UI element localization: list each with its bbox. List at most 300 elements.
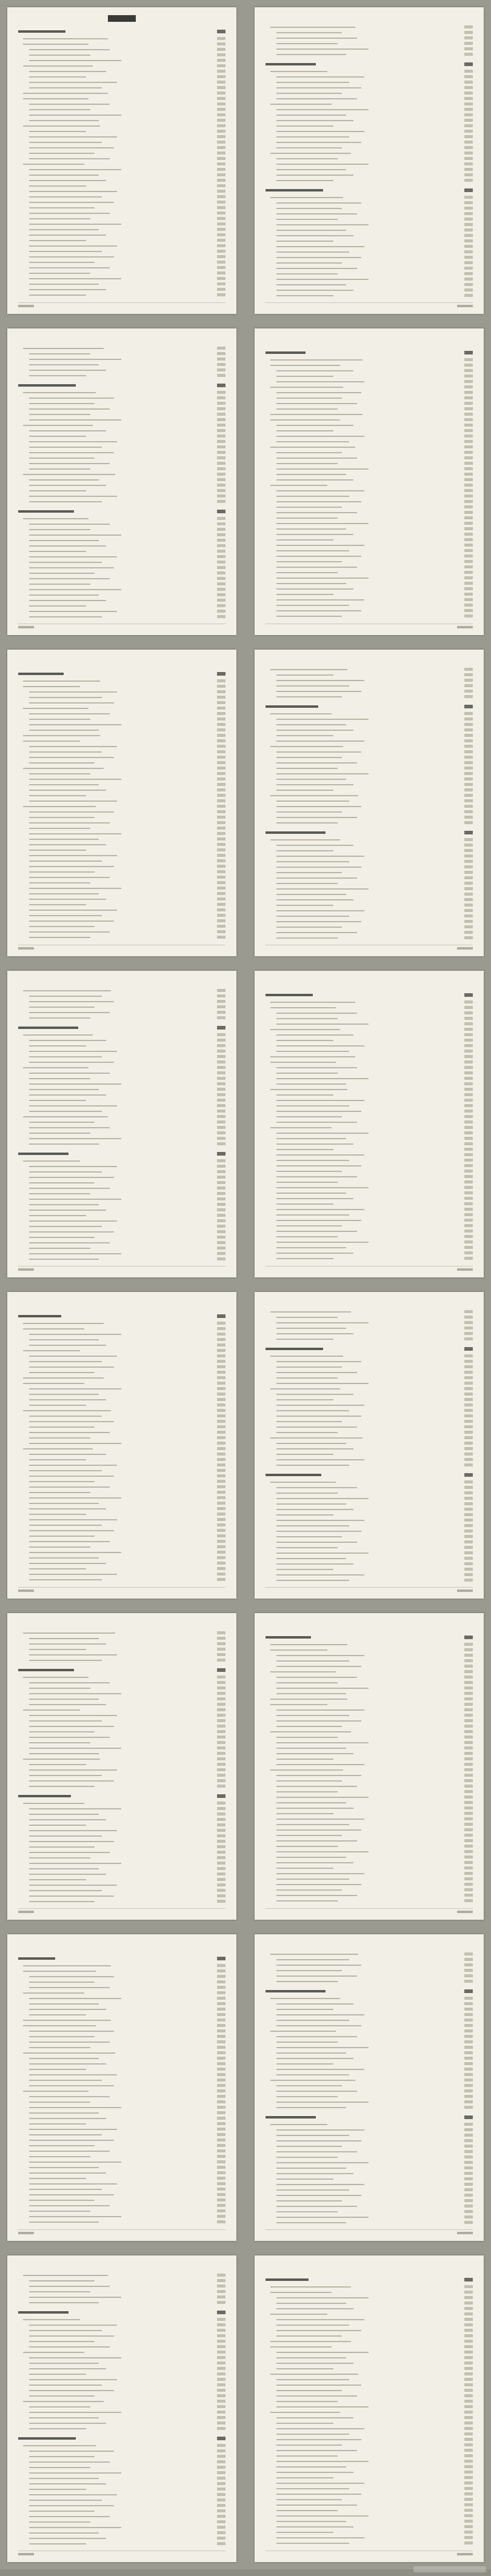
toc-section-entry[interactable] bbox=[18, 128, 225, 134]
toc-section-entry[interactable] bbox=[266, 1712, 473, 1718]
toc-section-entry[interactable] bbox=[18, 1772, 225, 1778]
toc-section-entry[interactable] bbox=[266, 2322, 473, 2328]
toc-section-entry[interactable] bbox=[18, 716, 225, 722]
toc-section-entry[interactable] bbox=[266, 1054, 473, 1059]
toc-section-entry[interactable] bbox=[266, 1723, 473, 1729]
toc-section-entry[interactable] bbox=[18, 1397, 225, 1402]
toc-section-entry[interactable] bbox=[266, 2393, 473, 2398]
toc-section-entry[interactable] bbox=[266, 1130, 473, 1136]
toc-section-entry[interactable] bbox=[266, 1832, 473, 1838]
toc-section-entry[interactable] bbox=[266, 2344, 473, 2349]
toc-section-entry[interactable] bbox=[266, 902, 473, 908]
toc-section-entry[interactable] bbox=[18, 433, 225, 439]
toc-section-entry[interactable] bbox=[18, 1582, 225, 1583]
toc-section-entry[interactable] bbox=[18, 52, 225, 58]
toc-section-entry[interactable] bbox=[266, 1223, 473, 1228]
toc-section-entry[interactable] bbox=[18, 1174, 225, 1180]
toc-chapter-entry[interactable] bbox=[18, 2308, 225, 2317]
toc-section-entry[interactable] bbox=[266, 1496, 473, 1501]
toc-section-entry[interactable] bbox=[266, 1440, 473, 1446]
toc-section-entry[interactable] bbox=[18, 2508, 225, 2514]
toc-chapter-entry[interactable] bbox=[266, 1470, 473, 1479]
toc-section-entry[interactable] bbox=[18, 1877, 225, 1882]
toc-section-entry[interactable] bbox=[266, 2464, 473, 2469]
toc-section-entry[interactable] bbox=[18, 2294, 225, 2300]
toc-section-entry[interactable] bbox=[266, 1043, 473, 1048]
toc-section-entry[interactable] bbox=[266, 1827, 473, 1832]
toc-section-entry[interactable] bbox=[266, 433, 473, 439]
toc-section-entry[interactable] bbox=[266, 2122, 473, 2127]
toc-section-entry[interactable] bbox=[18, 1855, 225, 1860]
toc-section-entry[interactable] bbox=[18, 1899, 225, 1904]
toc-section-entry[interactable] bbox=[18, 2481, 225, 2486]
toc-section-entry[interactable] bbox=[18, 2077, 225, 2083]
toc-section-entry[interactable] bbox=[18, 2121, 225, 2126]
toc-section-entry[interactable] bbox=[18, 1712, 225, 1718]
toc-section-entry[interactable] bbox=[18, 2028, 225, 2034]
toc-section-entry[interactable] bbox=[18, 123, 225, 128]
toc-section-entry[interactable] bbox=[18, 608, 225, 614]
toc-section-entry[interactable] bbox=[266, 1577, 473, 1583]
toc-section-entry[interactable] bbox=[266, 422, 473, 428]
toc-section-entry[interactable] bbox=[18, 869, 225, 874]
toc-section-entry[interactable] bbox=[266, 428, 473, 433]
toc-section-entry[interactable] bbox=[266, 1391, 473, 1397]
toc-section-entry[interactable] bbox=[18, 63, 225, 68]
toc-chapter-entry[interactable] bbox=[266, 1344, 473, 1353]
toc-section-entry[interactable] bbox=[18, 439, 225, 444]
toc-section-entry[interactable] bbox=[266, 2338, 473, 2344]
toc-section-entry[interactable] bbox=[266, 880, 473, 886]
toc-section-entry[interactable] bbox=[18, 1844, 225, 1849]
toc-section-entry[interactable] bbox=[266, 1331, 473, 1336]
toc-section-entry[interactable] bbox=[266, 2508, 473, 2513]
toc-section-entry[interactable] bbox=[266, 2143, 473, 2149]
toc-section-entry[interactable] bbox=[266, 1860, 473, 1865]
toc-section-entry[interactable] bbox=[18, 1506, 225, 1511]
toc-section-entry[interactable] bbox=[18, 172, 225, 178]
toc-section-entry[interactable] bbox=[18, 2492, 225, 2497]
toc-section-entry[interactable] bbox=[266, 2518, 473, 2524]
toc-section-entry[interactable] bbox=[18, 603, 225, 608]
toc-section-entry[interactable] bbox=[18, 1119, 225, 1125]
toc-section-entry[interactable] bbox=[18, 1806, 225, 1811]
toc-section-entry[interactable] bbox=[18, 913, 225, 918]
toc-section-entry[interactable] bbox=[18, 1245, 225, 1251]
toc-section-entry[interactable] bbox=[266, 1740, 473, 1745]
toc-section-entry[interactable] bbox=[18, 1202, 225, 1207]
toc-section-entry[interactable] bbox=[266, 2502, 473, 2508]
toc-section-entry[interactable] bbox=[266, 1152, 473, 1157]
toc-section-entry[interactable] bbox=[18, 2328, 225, 2333]
toc-section-entry[interactable] bbox=[18, 1533, 225, 1539]
toc-section-entry[interactable] bbox=[266, 1718, 473, 1723]
toc-section-entry[interactable] bbox=[18, 689, 225, 694]
toc-section-entry[interactable] bbox=[266, 123, 473, 128]
toc-section-entry[interactable] bbox=[266, 1201, 473, 1206]
toc-section-entry[interactable] bbox=[266, 1027, 473, 1032]
toc-section-entry[interactable] bbox=[18, 1386, 225, 1391]
toc-section-entry[interactable] bbox=[266, 1320, 473, 1325]
toc-section-entry[interactable] bbox=[266, 875, 473, 880]
toc-section-entry[interactable] bbox=[266, 1783, 473, 1789]
toc-section-entry[interactable] bbox=[18, 754, 225, 760]
toc-section-entry[interactable] bbox=[266, 677, 473, 683]
toc-section-entry[interactable] bbox=[18, 2388, 225, 2393]
toc-section-entry[interactable] bbox=[266, 848, 473, 853]
toc-section-entry[interactable] bbox=[266, 35, 473, 41]
toc-section-entry[interactable] bbox=[266, 793, 473, 798]
toc-section-entry[interactable] bbox=[266, 837, 473, 842]
toc-section-entry[interactable] bbox=[266, 1245, 473, 1250]
toc-section-entry[interactable] bbox=[266, 1048, 473, 1054]
toc-section-entry[interactable] bbox=[18, 2443, 225, 2448]
toc-section-entry[interactable] bbox=[266, 1451, 473, 1457]
toc-section-entry[interactable] bbox=[266, 2529, 473, 2535]
toc-section-entry[interactable] bbox=[266, 1429, 473, 1435]
toc-section-entry[interactable] bbox=[18, 1054, 225, 1059]
toc-section-entry[interactable] bbox=[266, 227, 473, 233]
toc-section-entry[interactable] bbox=[266, 694, 473, 699]
toc-section-entry[interactable] bbox=[266, 107, 473, 112]
toc-section-entry[interactable] bbox=[18, 1207, 225, 1213]
toc-section-entry[interactable] bbox=[18, 1359, 225, 1364]
toc-section-entry[interactable] bbox=[18, 216, 225, 221]
toc-section-entry[interactable] bbox=[18, 450, 225, 455]
toc-section-entry[interactable] bbox=[18, 1560, 225, 1566]
toc-section-entry[interactable] bbox=[18, 1702, 225, 1707]
toc-section-entry[interactable] bbox=[18, 2283, 225, 2289]
toc-section-entry[interactable] bbox=[18, 1767, 225, 1772]
toc-section-entry[interactable] bbox=[266, 613, 473, 619]
toc-section-entry[interactable] bbox=[18, 1076, 225, 1081]
toc-section-entry[interactable] bbox=[18, 705, 225, 711]
toc-section-entry[interactable] bbox=[18, 1974, 225, 1979]
toc-section-entry[interactable] bbox=[266, 1707, 473, 1712]
toc-section-entry[interactable] bbox=[18, 765, 225, 771]
toc-section-entry[interactable] bbox=[266, 1174, 473, 1179]
toc-section-entry[interactable] bbox=[266, 1506, 473, 1512]
toc-section-entry[interactable] bbox=[18, 466, 225, 471]
toc-section-entry[interactable] bbox=[266, 1256, 473, 1261]
toc-section-entry[interactable] bbox=[18, 2448, 225, 2454]
toc-section-entry[interactable] bbox=[266, 2138, 473, 2143]
toc-section-entry[interactable] bbox=[18, 2165, 225, 2170]
toc-section-entry[interactable] bbox=[18, 1811, 225, 1817]
toc-section-entry[interactable] bbox=[18, 1718, 225, 1723]
toc-section-entry[interactable] bbox=[266, 411, 473, 417]
toc-section-entry[interactable] bbox=[266, 782, 473, 787]
toc-section-entry[interactable] bbox=[266, 1261, 473, 1262]
toc-section-entry[interactable] bbox=[266, 591, 473, 597]
toc-section-entry[interactable] bbox=[266, 559, 473, 564]
toc-section-entry[interactable] bbox=[18, 167, 225, 172]
toc-section-entry[interactable] bbox=[266, 1364, 473, 1370]
toc-section-entry[interactable] bbox=[18, 2404, 225, 2409]
toc-section-entry[interactable] bbox=[266, 521, 473, 526]
toc-section-entry[interactable] bbox=[266, 2398, 473, 2404]
toc-section-entry[interactable] bbox=[266, 1534, 473, 1539]
toc-section-entry[interactable] bbox=[266, 1800, 473, 1805]
toc-section-entry[interactable] bbox=[266, 1887, 473, 1892]
toc-section-entry[interactable] bbox=[18, 1141, 225, 1147]
toc-section-entry[interactable] bbox=[18, 2197, 225, 2203]
toc-chapter-entry[interactable] bbox=[18, 27, 225, 36]
toc-section-entry[interactable] bbox=[266, 2415, 473, 2420]
toc-section-entry[interactable] bbox=[18, 2094, 225, 2099]
toc-section-entry[interactable] bbox=[18, 58, 225, 63]
toc-section-entry[interactable] bbox=[18, 2420, 225, 2426]
toc-section-entry[interactable] bbox=[266, 1359, 473, 1364]
toc-section-entry[interactable] bbox=[18, 2475, 225, 2481]
toc-section-entry[interactable] bbox=[18, 1990, 225, 1995]
toc-section-entry[interactable] bbox=[266, 2475, 473, 2480]
toc-section-entry[interactable] bbox=[266, 1457, 473, 1462]
toc-section-entry[interactable] bbox=[266, 2006, 473, 2012]
toc-section-entry[interactable] bbox=[18, 864, 225, 869]
toc-section-entry[interactable] bbox=[18, 2465, 225, 2470]
toc-section-entry[interactable] bbox=[266, 439, 473, 444]
toc-section-entry[interactable] bbox=[18, 1337, 225, 1342]
toc-section-entry[interactable] bbox=[18, 2072, 225, 2077]
toc-section-entry[interactable] bbox=[266, 1685, 473, 1691]
toc-section-entry[interactable] bbox=[266, 2377, 473, 2382]
toc-section-entry[interactable] bbox=[18, 760, 225, 765]
toc-section-entry[interactable] bbox=[18, 1849, 225, 1855]
toc-section-entry[interactable] bbox=[18, 292, 225, 298]
toc-section-entry[interactable] bbox=[266, 814, 473, 820]
toc-section-entry[interactable] bbox=[266, 1871, 473, 1876]
toc-section-entry[interactable] bbox=[18, 1010, 225, 1015]
toc-section-entry[interactable] bbox=[18, 1229, 225, 1234]
toc-section-entry[interactable] bbox=[266, 1539, 473, 1545]
toc-section-entry[interactable] bbox=[18, 2181, 225, 2186]
toc-section-entry[interactable] bbox=[18, 820, 225, 825]
toc-section-entry[interactable] bbox=[18, 1751, 225, 1756]
toc-section-entry[interactable] bbox=[266, 744, 473, 749]
toc-section-entry[interactable] bbox=[18, 455, 225, 461]
toc-section-entry[interactable] bbox=[266, 667, 473, 672]
toc-section-entry[interactable] bbox=[266, 504, 473, 510]
toc-section-entry[interactable] bbox=[266, 249, 473, 255]
toc-section-entry[interactable] bbox=[18, 2066, 225, 2072]
toc-chapter-entry[interactable] bbox=[266, 1986, 473, 1995]
toc-section-entry[interactable] bbox=[18, 1517, 225, 1522]
toc-section-entry[interactable] bbox=[18, 2377, 225, 2382]
toc-section-entry[interactable] bbox=[18, 847, 225, 853]
toc-section-entry[interactable] bbox=[18, 395, 225, 401]
toc-section-entry[interactable] bbox=[18, 1191, 225, 1196]
toc-section-entry[interactable] bbox=[266, 1119, 473, 1125]
toc-section-entry[interactable] bbox=[18, 178, 225, 183]
toc-chapter-entry[interactable] bbox=[18, 381, 225, 390]
toc-section-entry[interactable] bbox=[18, 1985, 225, 1990]
toc-section-entry[interactable] bbox=[266, 2165, 473, 2171]
toc-section-entry[interactable] bbox=[18, 836, 225, 842]
toc-section-entry[interactable] bbox=[18, 1783, 225, 1789]
toc-section-entry[interactable] bbox=[18, 422, 225, 428]
toc-section-entry[interactable] bbox=[266, 1206, 473, 1212]
toc-section-entry[interactable] bbox=[18, 2208, 225, 2214]
toc-section-entry[interactable] bbox=[266, 2382, 473, 2388]
toc-section-entry[interactable] bbox=[266, 1523, 473, 1528]
toc-section-entry[interactable] bbox=[266, 727, 473, 733]
toc-section-entry[interactable] bbox=[266, 2105, 473, 2110]
toc-section-entry[interactable] bbox=[18, 134, 225, 139]
toc-section-entry[interactable] bbox=[266, 1882, 473, 1887]
toc-section-entry[interactable] bbox=[18, 1555, 225, 1560]
toc-section-entry[interactable] bbox=[266, 287, 473, 293]
toc-section-entry[interactable] bbox=[266, 1103, 473, 1108]
toc-section-entry[interactable] bbox=[18, 1680, 225, 1685]
toc-section-entry[interactable] bbox=[266, 1995, 473, 2001]
toc-section-entry[interactable] bbox=[18, 161, 225, 167]
toc-section-entry[interactable] bbox=[18, 85, 225, 90]
toc-section-entry[interactable] bbox=[18, 112, 225, 118]
toc-section-entry[interactable] bbox=[266, 90, 473, 96]
toc-section-entry[interactable] bbox=[18, 1326, 225, 1331]
toc-chapter-entry[interactable] bbox=[18, 507, 225, 516]
toc-section-entry[interactable] bbox=[266, 1228, 473, 1234]
toc-section-entry[interactable] bbox=[266, 1658, 473, 1663]
toc-section-entry[interactable] bbox=[18, 1571, 225, 1577]
toc-section-entry[interactable] bbox=[18, 1734, 225, 1740]
toc-section-entry[interactable] bbox=[18, 2012, 225, 2017]
toc-section-entry[interactable] bbox=[18, 1163, 225, 1169]
toc-section-entry[interactable] bbox=[266, 1163, 473, 1168]
toc-section-entry[interactable] bbox=[18, 1114, 225, 1119]
toc-section-entry[interactable] bbox=[266, 1402, 473, 1408]
toc-section-entry[interactable] bbox=[266, 2072, 473, 2077]
toc-section-entry[interactable] bbox=[18, 2459, 225, 2465]
toc-section-entry[interactable] bbox=[18, 1218, 225, 1223]
toc-section-entry[interactable] bbox=[18, 993, 225, 999]
toc-section-entry[interactable] bbox=[18, 1979, 225, 1985]
toc-section-entry[interactable] bbox=[266, 935, 473, 940]
toc-section-entry[interactable] bbox=[18, 858, 225, 864]
toc-section-entry[interactable] bbox=[266, 859, 473, 864]
toc-section-entry[interactable] bbox=[18, 156, 225, 161]
toc-section-entry[interactable] bbox=[18, 2126, 225, 2132]
toc-section-entry[interactable] bbox=[266, 1545, 473, 1550]
toc-section-entry[interactable] bbox=[18, 1882, 225, 1888]
toc-section-entry[interactable] bbox=[266, 754, 473, 760]
toc-section-entry[interactable] bbox=[266, 1250, 473, 1256]
toc-section-entry[interactable] bbox=[18, 1457, 225, 1462]
toc-section-entry[interactable] bbox=[18, 118, 225, 123]
toc-section-entry[interactable] bbox=[266, 1386, 473, 1391]
toc-section-entry[interactable] bbox=[266, 2388, 473, 2393]
toc-section-entry[interactable] bbox=[18, 678, 225, 684]
toc-section-entry[interactable] bbox=[18, 1419, 225, 1424]
toc-section-entry[interactable] bbox=[18, 527, 225, 532]
toc-section-entry[interactable] bbox=[18, 1756, 225, 1762]
toc-section-entry[interactable] bbox=[18, 2099, 225, 2105]
toc-section-entry[interactable] bbox=[18, 139, 225, 145]
toc-section-entry[interactable] bbox=[18, 1037, 225, 1043]
toc-section-entry[interactable] bbox=[18, 1828, 225, 1833]
toc-section-entry[interactable] bbox=[266, 1876, 473, 1882]
toc-section-entry[interactable] bbox=[18, 270, 225, 276]
toc-chapter-entry[interactable] bbox=[18, 669, 225, 678]
toc-section-entry[interactable] bbox=[18, 842, 225, 847]
toc-section-entry[interactable] bbox=[18, 1817, 225, 1822]
toc-section-entry[interactable] bbox=[266, 711, 473, 716]
toc-section-entry[interactable] bbox=[266, 1005, 473, 1010]
toc-section-entry[interactable] bbox=[18, 199, 225, 205]
toc-section-entry[interactable] bbox=[18, 2186, 225, 2192]
toc-section-entry[interactable] bbox=[18, 2317, 225, 2322]
toc-section-entry[interactable] bbox=[266, 1892, 473, 1898]
toc-section-entry[interactable] bbox=[18, 493, 225, 499]
toc-section-entry[interactable] bbox=[18, 2175, 225, 2181]
toc-section-entry[interactable] bbox=[266, 2349, 473, 2355]
toc-section-entry[interactable] bbox=[266, 2023, 473, 2028]
toc-section-entry[interactable] bbox=[266, 1822, 473, 1827]
toc-section-entry[interactable] bbox=[18, 1213, 225, 1218]
toc-section-entry[interactable] bbox=[18, 902, 225, 907]
toc-section-entry[interactable] bbox=[18, 559, 225, 565]
toc-section-entry[interactable] bbox=[266, 2540, 473, 2546]
toc-section-entry[interactable] bbox=[266, 787, 473, 793]
toc-section-entry[interactable] bbox=[18, 1995, 225, 2001]
toc-section-entry[interactable] bbox=[266, 776, 473, 782]
toc-section-entry[interactable] bbox=[18, 896, 225, 902]
toc-section-entry[interactable] bbox=[266, 357, 473, 362]
toc-section-entry[interactable] bbox=[266, 1325, 473, 1331]
toc-section-entry[interactable] bbox=[18, 1108, 225, 1114]
toc-section-entry[interactable] bbox=[18, 1479, 225, 1484]
toc-section-entry[interactable] bbox=[266, 683, 473, 688]
toc-section-entry[interactable] bbox=[18, 1822, 225, 1828]
toc-section-entry[interactable] bbox=[18, 406, 225, 411]
toc-section-entry[interactable] bbox=[266, 1501, 473, 1506]
toc-section-entry[interactable] bbox=[266, 222, 473, 227]
toc-section-entry[interactable] bbox=[18, 411, 225, 417]
toc-section-entry[interactable] bbox=[266, 1816, 473, 1822]
toc-section-entry[interactable] bbox=[266, 1789, 473, 1794]
toc-section-entry[interactable] bbox=[266, 2132, 473, 2138]
toc-section-entry[interactable] bbox=[266, 1419, 473, 1424]
toc-section-entry[interactable] bbox=[266, 531, 473, 537]
toc-section-entry[interactable] bbox=[18, 2143, 225, 2148]
toc-section-entry[interactable] bbox=[18, 1539, 225, 1544]
toc-section-entry[interactable] bbox=[18, 287, 225, 292]
toc-section-entry[interactable] bbox=[18, 243, 225, 248]
toc-section-entry[interactable] bbox=[18, 1048, 225, 1054]
toc-section-entry[interactable] bbox=[18, 1646, 225, 1652]
toc-section-entry[interactable] bbox=[18, 543, 225, 548]
toc-section-entry[interactable] bbox=[18, 1833, 225, 1839]
toc-section-entry[interactable] bbox=[18, 1375, 225, 1380]
toc-section-entry[interactable] bbox=[18, 1043, 225, 1048]
toc-section-entry[interactable] bbox=[18, 145, 225, 150]
toc-section-entry[interactable] bbox=[18, 2409, 225, 2415]
toc-section-entry[interactable] bbox=[18, 2006, 225, 2012]
toc-section-entry[interactable] bbox=[266, 401, 473, 406]
toc-section-entry[interactable] bbox=[18, 1691, 225, 1696]
toc-section-entry[interactable] bbox=[266, 1751, 473, 1756]
toc-section-entry[interactable] bbox=[266, 1957, 473, 1962]
toc-section-entry[interactable] bbox=[18, 345, 225, 351]
toc-section-entry[interactable] bbox=[266, 238, 473, 244]
toc-section-entry[interactable] bbox=[266, 1070, 473, 1076]
toc-section-entry[interactable] bbox=[18, 733, 225, 738]
toc-section-entry[interactable] bbox=[266, 1059, 473, 1065]
toc-section-entry[interactable] bbox=[266, 145, 473, 150]
toc-section-entry[interactable] bbox=[18, 367, 225, 373]
toc-section-entry[interactable] bbox=[266, 2431, 473, 2437]
